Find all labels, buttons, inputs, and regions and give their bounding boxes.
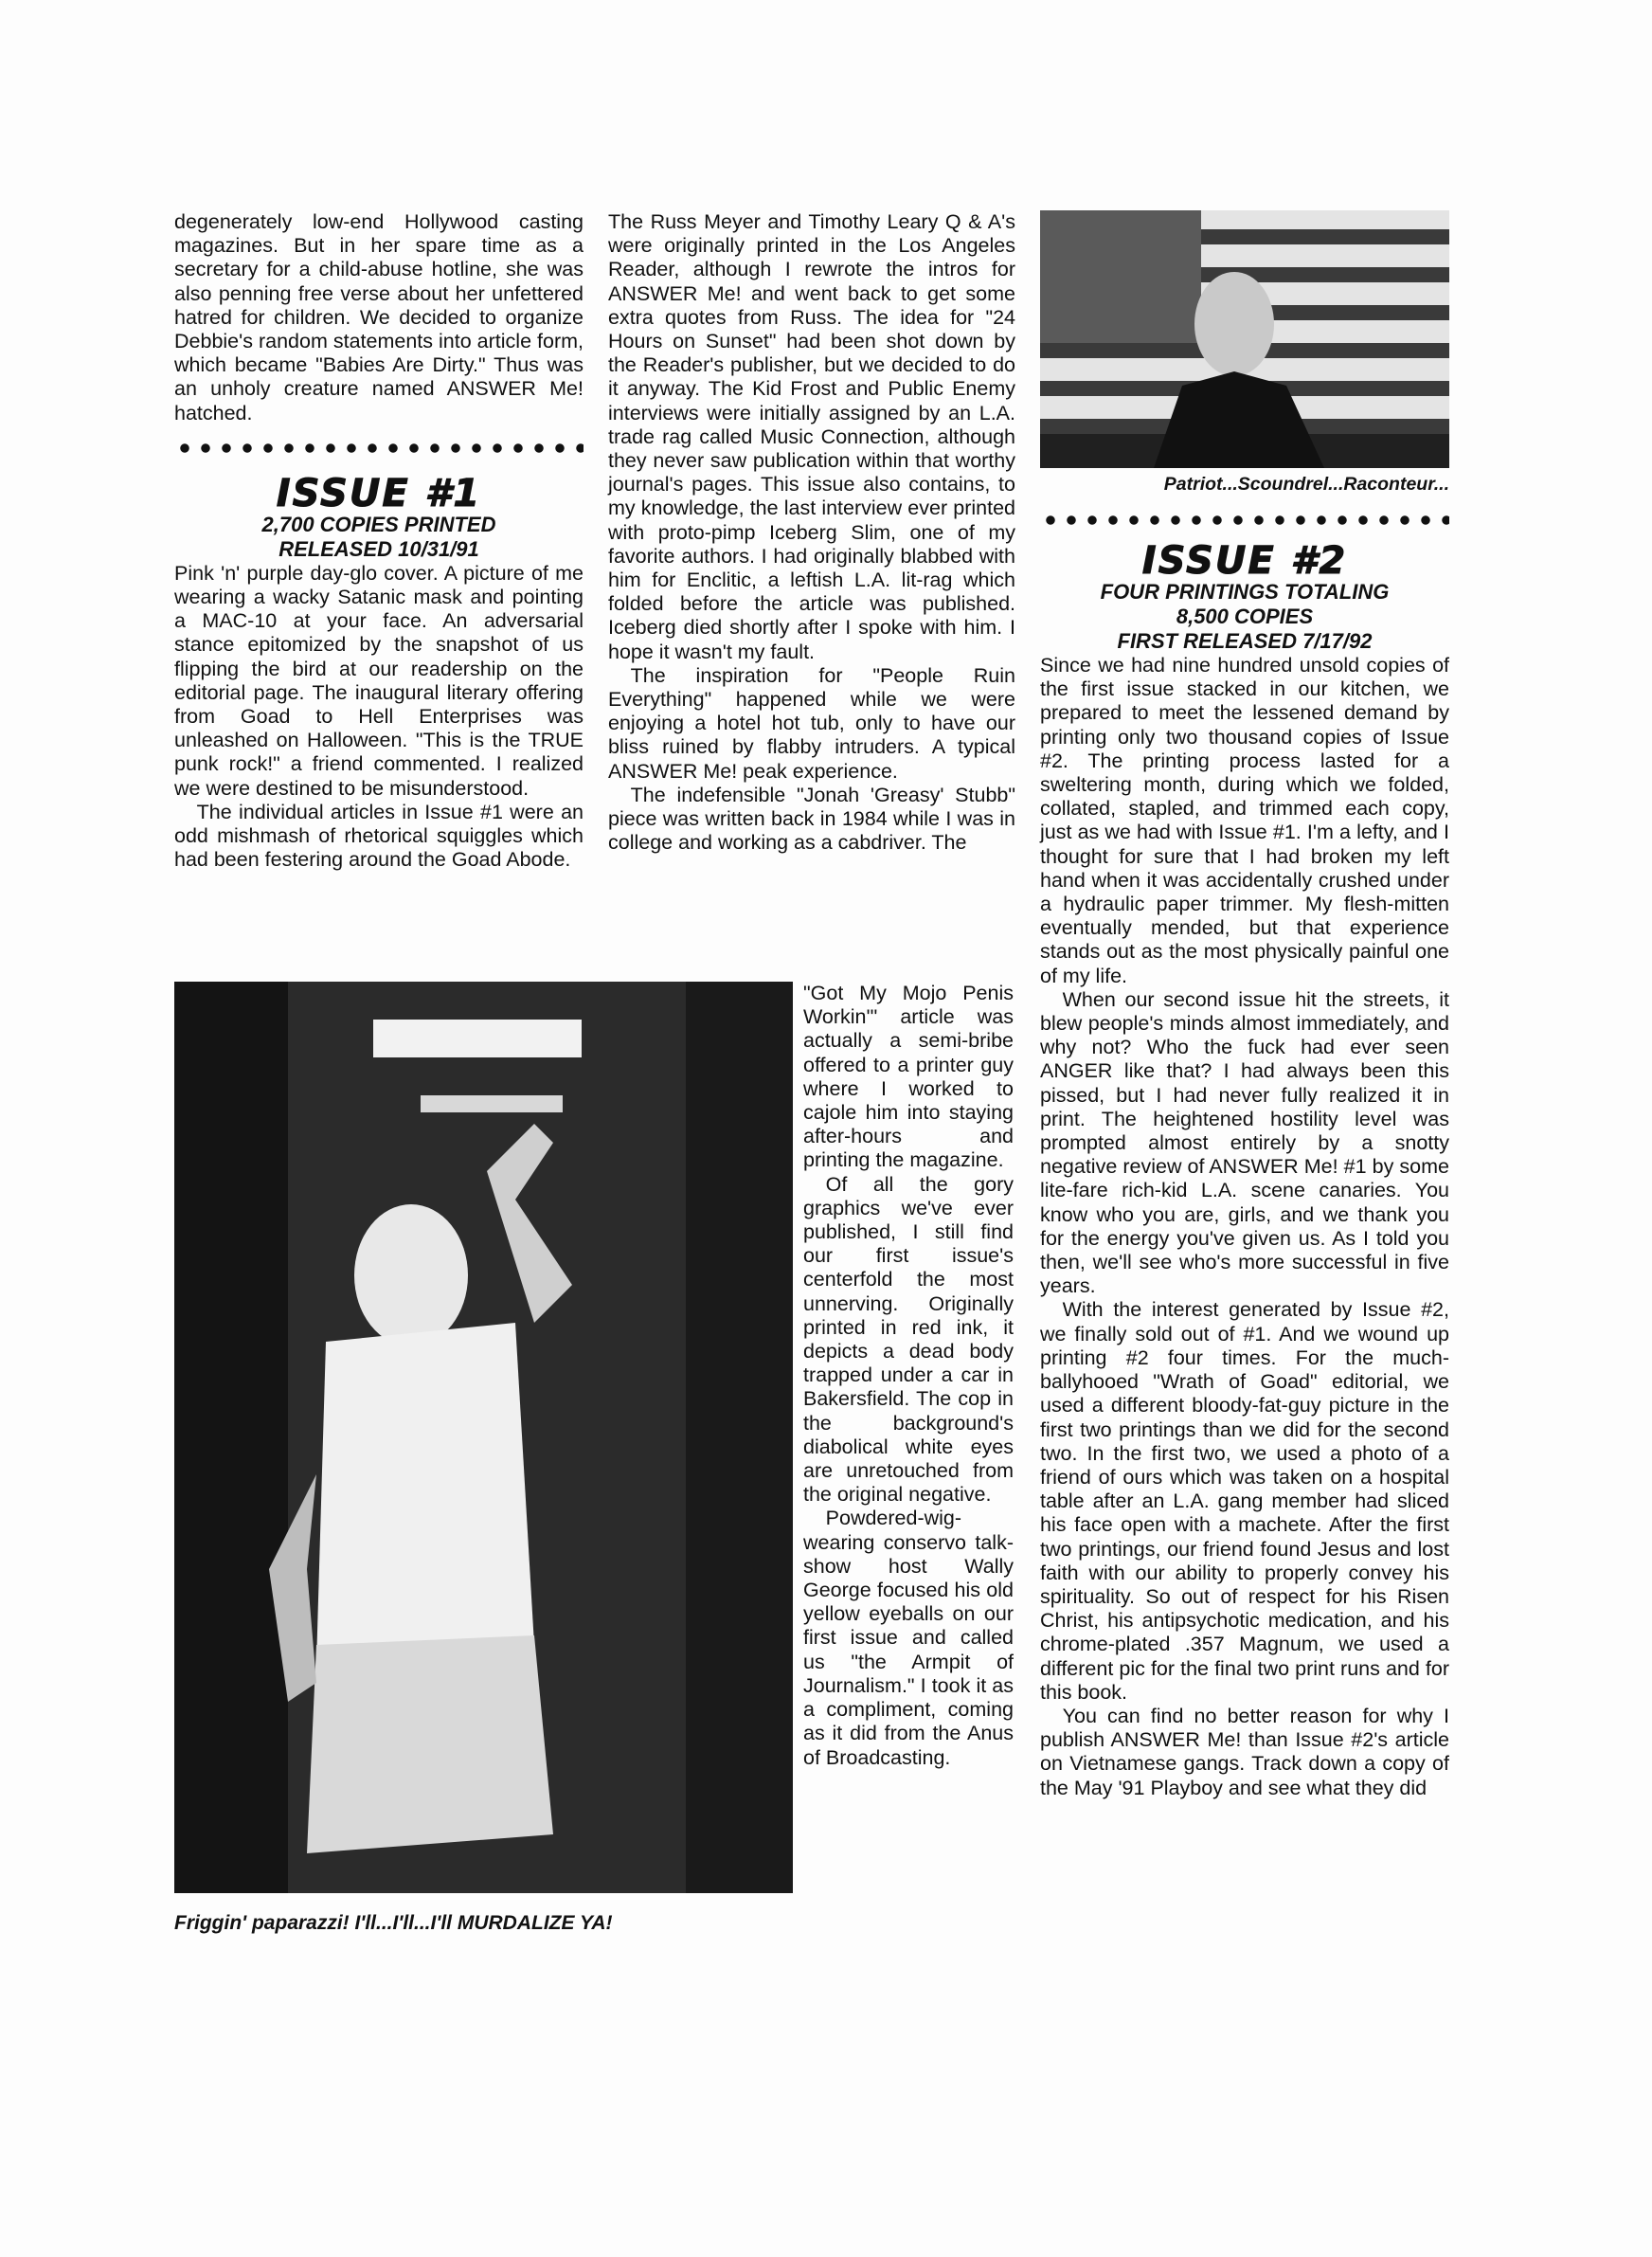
photo-flag-portrait <box>1040 210 1449 468</box>
middle-paragraph-3: The indefensible "Jonah 'Greasy' Stubb" piece was written back in 1984 while I was in college and working as a cabdriver. The <box>608 783 1015 855</box>
issue-1-released: RELEASED 10/31/91 <box>278 536 479 561</box>
wrap-paragraph-3: Powdered-wig-wearing conservo talk-show host Wally George focused his old yellow eyeballs on our first issue and called us "the Armpit of Journalism." I took it as a compliment, coming as it did from the Anus of Broadcasting. <box>803 1507 1014 1769</box>
left-paragraph-1: degenerately low-end Hollywood casting magazines. But in her spare time as a secretary for a child-abuse hotline, she was also penning free verse about her unfettered hatred for children. We decided to organize Debbie's random statements into article form, which became "Babies Are Dirty." Thus was an unholy creature named ANSWER Me! hatched. <box>174 210 584 424</box>
right-paragraph-2: When our second issue hit the streets, it blew people's minds almost immediately, and why not? Who the fuck had ever seen ANGER like that? I had always been this pissed, but I had never fully realized it in print. The heightened hostility level was prompted almost entirely by a snotty negative review of ANSWER Me! #1 by some lite-fare rich-kid L.A. scene canaries. You know who you are, girls, and we thank you for the energy you've given us. As I told you then, we'll see who's more successful in five years. <box>1040 987 1449 1298</box>
photo-masked-man <box>174 982 793 1893</box>
issue-2-released: FIRST RELEASED 7/17/92 <box>1117 629 1373 653</box>
wrap-paragraph-1: "Got My Mojo Penis Workin'" article was actually a semi-bribe offered to a printer guy where I worked to cajole him into staying after-hours and printing the magazine. <box>803 982 1014 1172</box>
middle-paragraph-1: The Russ Meyer and Timothy Leary Q & A's were originally printed in the Los Angeles Reader, although I rewrote the intros for ANSWER Me! and went back to get some extra quotes from Russ. The idea for "24 Hours on Sunset" had been shot down by the Reader's publisher, but we decided to do it anyway. The Kid Frost and Public Enemy interviews were initially assigned by an L.A. trade rag called Music Connection, although they never saw publication within that worthy journal's pages. This issue also contains, to my knowledge, the last interview ever printed with proto-pimp Iceberg Slim, one of my favorite authors. I had originally blabbed with him for Enclitic, a leftish L.A. lit-rag which folded before the article was published. Iceberg died shortly after I spoke with him. I hope it wasn't my fault. <box>608 210 1015 663</box>
photo-main-caption: Friggin' paparazzi! I'll...I'll...I'll MURDALIZE YA! <box>174 1912 613 1934</box>
issue-2-printings: FOUR PRINTINGS TOTALING <box>1100 580 1390 604</box>
right-paragraph-1: Since we had nine hundred unsold copies of the first issue stacked in our kitchen, we prepared to meet the lessened demand by printing only two thousand copies of Issue #2. The printing process lasted for a sweltering month, during which we folded, collated, stapled, and trimmed each copy, just as we had with Issue #1. I'm a lefty, and I thought for sure that I had broken my left hand when it was accidentally crushed under a hydraulic paper trimmer. My flesh-mitten eventually mended, but that experience stands out as the most physically painful one of my life. <box>1040 654 1449 987</box>
wrap-column <box>803 982 1014 1770</box>
issue-2-title: ISSUE #2 <box>1141 539 1348 583</box>
right-paragraph-3: With the interest generated by Issue #2, we finally sold out of #1. And we wound up printing #2 four times. For the much-ballyhooed "Wrath of Goad" editorial, we used a different bloody-fat-guy picture in the first two printings than we did for the second two. In the first two, we used a photo of a friend of ours which was taken on a hospital table after an L.A. gang member had sliced his face open with a machete. After the first two printings, our friend found Jesus and lost faith with our ability to properly convey his spirituality. So out of respect for his Risen Christ, his antipsychotic medication, and his chrome-plated .357 Magnum, we used a different pic for the final two print runs and for this book. <box>1040 1298 1449 1704</box>
left-paragraph-3: The individual articles in Issue #1 were an odd mishmash of rhetorical squiggles which had been festering around the Goad Abode. <box>174 800 584 872</box>
middle-column <box>608 210 1015 855</box>
dotted-divider <box>174 442 584 454</box>
right-paragraph-4: You can find no better reason for why I publish ANSWER Me! than Issue #2's article on Vietnamese gangs. Track down a copy of the May '91 Playboy and see what they did <box>1040 1704 1449 1799</box>
middle-paragraph-2: The inspiration for "People Ruin Everything" happened while we were enjoying a hotel hot tub, only to have our bliss ruined by flabby intruders. A typical ANSWER Me! peak experience. <box>608 663 1015 783</box>
wrap-paragraph-2: Of all the gory graphics we've ever published, I still find our first issue's centerfold the most unnerving. Originally printed in red ink, it depicts a dead body trapped under a car in Bakersfield. The cop in the background's diabolical white eyes are unretouched from the original negative. <box>803 1172 1014 1507</box>
right-column <box>1040 654 1449 1800</box>
dotted-divider-right <box>1040 515 1449 526</box>
issue-1-title: ISSUE #1 <box>276 471 482 515</box>
issue-2-header <box>1040 539 1449 654</box>
issue-1-copies: 2,700 COPIES PRINTED <box>261 512 496 536</box>
left-column <box>174 210 584 872</box>
left-paragraph-2: Pink 'n' purple day-glo cover. A picture of me wearing a wacky Satanic mask and pointing a MAC-10 at your face. An adversarial stance epitomized by the snapshot of us flipping the bird at our readership on the editorial page. The inaugural literary offering from Goad to Hell Enterprises was unleashed on Halloween. "This is the TRUE punk rock!" a friend commented. I realized we were destined to be misunderstood. <box>174 561 584 800</box>
issue-2-copies: 8,500 COPIES <box>1176 605 1314 628</box>
photo-flag-caption: Patriot...Scoundrel...Raconteur... <box>1163 474 1449 495</box>
